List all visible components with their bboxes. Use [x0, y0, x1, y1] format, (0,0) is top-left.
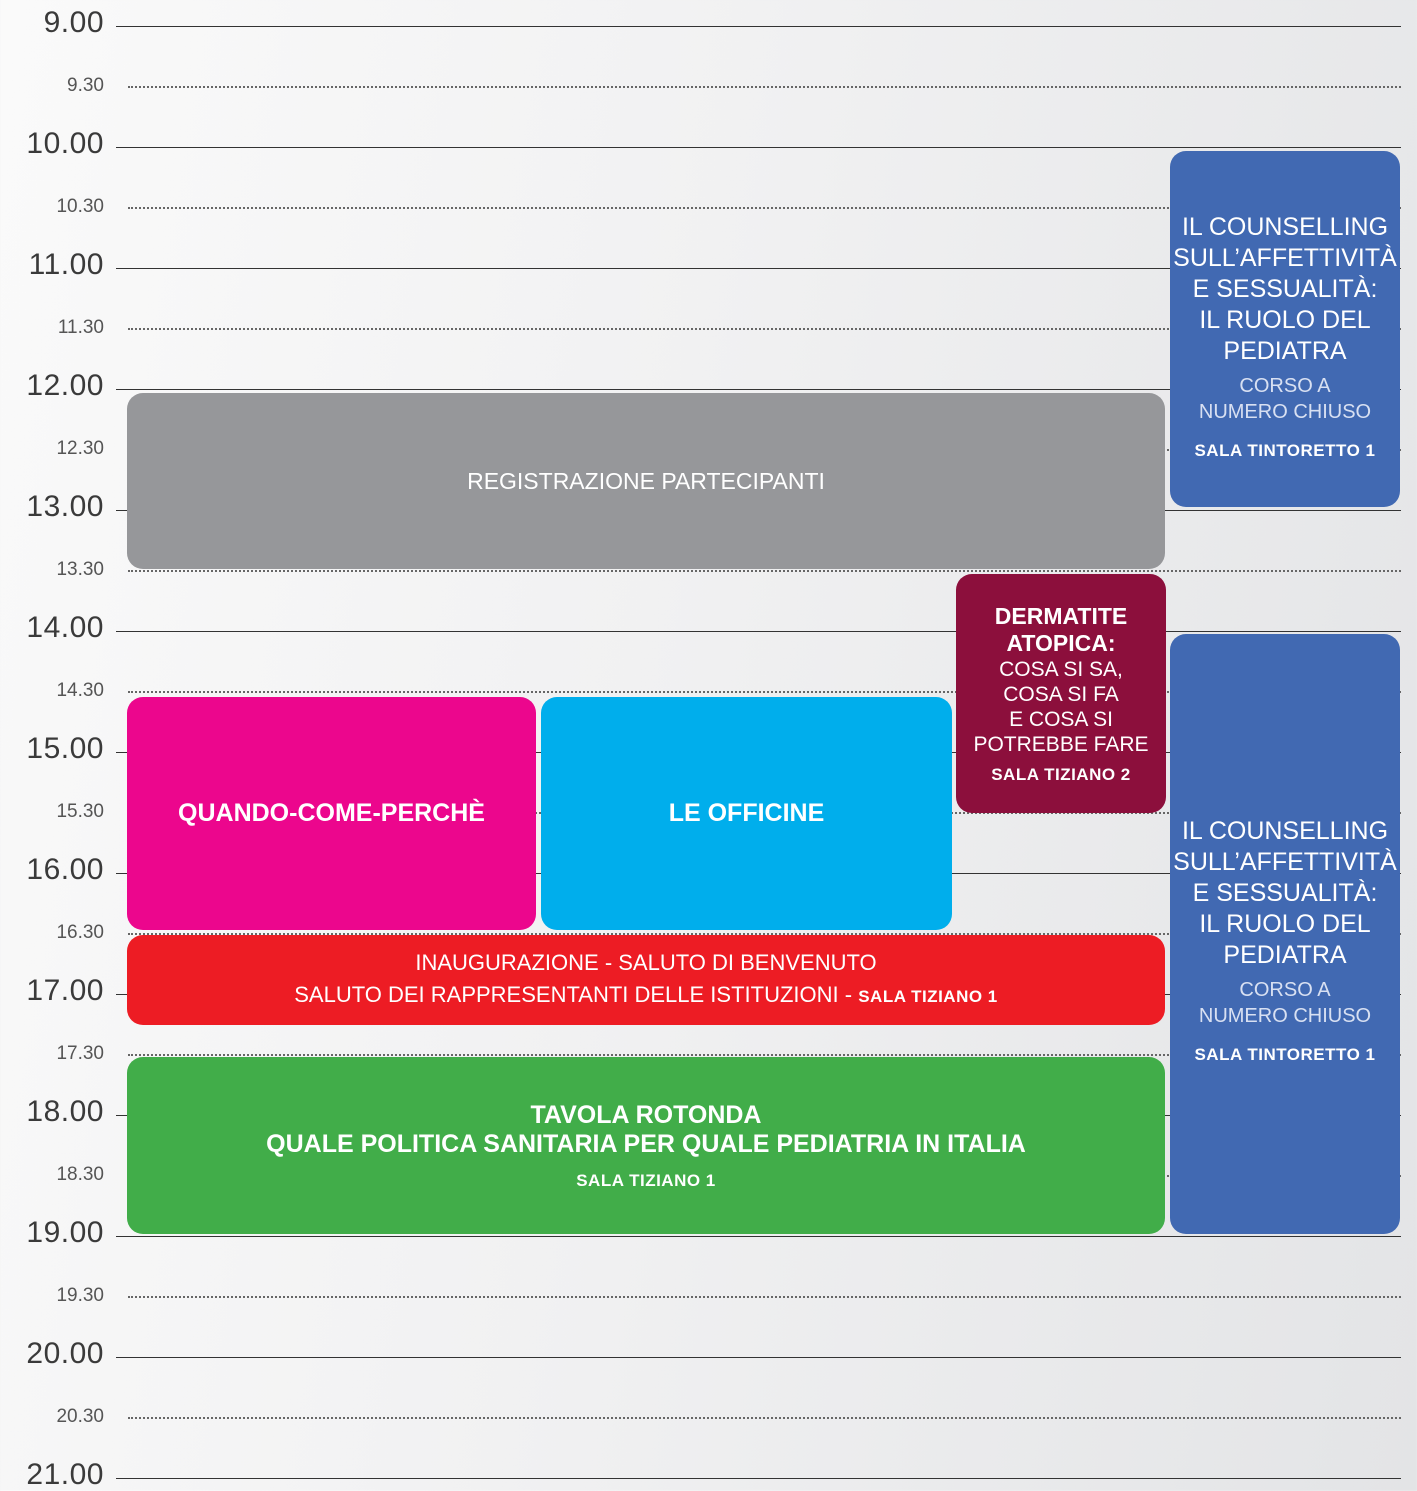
event-title-line: PEDIATRA [1223, 941, 1347, 969]
half-hour-label: 20.30 [56, 1406, 104, 1427]
hour-label: 11.00 [28, 248, 104, 281]
half-hour-label: 19.30 [56, 1285, 104, 1306]
event-title-line: SULL’AFFETTIVITÀ [1173, 848, 1397, 876]
event-dermatite[interactable] [956, 574, 1166, 813]
half-hour-label: 11.30 [57, 317, 104, 338]
half-hour-label: 13.30 [56, 559, 104, 580]
half-hour-gridline [128, 86, 1401, 88]
half-hour-label: 17.30 [56, 1043, 104, 1064]
event-quando-come-perche[interactable] [127, 697, 536, 930]
event-room: SALA TINTORETTO 1 [1194, 440, 1376, 460]
event-note-line: CORSO A [1239, 979, 1331, 1001]
event-body-line: POTREBBE FARE [973, 732, 1149, 756]
hour-label: 15.00 [26, 732, 104, 765]
event-body-line: E COSA SI [1009, 707, 1113, 731]
event-note-line: CORSO A [1239, 374, 1331, 397]
hour-label: 18.00 [26, 1095, 104, 1128]
hour-label: 14.00 [26, 611, 104, 644]
half-hour-label: 9.30 [67, 75, 104, 96]
hour-label: 17.00 [26, 974, 104, 1007]
hour-label: 10.00 [26, 127, 104, 160]
event-title-line: E SESSUALITÀ: [1192, 879, 1378, 907]
hour-label: 16.00 [26, 853, 104, 886]
half-hour-label: 10.30 [56, 196, 104, 217]
event-room: SALA TINTORETTO 1 [1194, 1045, 1376, 1064]
hour-gridline [116, 147, 1401, 148]
hour-gridline [116, 1478, 1401, 1479]
event-room: SALA TIZIANO 1 [576, 1170, 716, 1190]
event-registration-title: REGISTRAZIONE PARTECIPANTI [467, 467, 825, 494]
hour-gridline [116, 631, 1401, 632]
event-title-line: IL RUOLO DEL [1199, 305, 1371, 334]
event-title: QUANDO-COME-PERCHÈ [178, 799, 485, 827]
event-le-officine[interactable] [541, 697, 952, 930]
event-title-line: IL COUNSELLING [1181, 212, 1389, 241]
hour-gridline [116, 1357, 1401, 1358]
event-counselling-morning[interactable] [1170, 151, 1400, 507]
event-body-line: COSA SI SA, [999, 657, 1123, 681]
half-hour-gridline [128, 570, 1401, 572]
event-title-line: PEDIATRA [1223, 336, 1347, 365]
event-note-line: NUMERO CHIUSO [1198, 1005, 1372, 1027]
hour-gridline [116, 26, 1401, 27]
event-body-line: COSA SI FA [1003, 682, 1119, 706]
hour-label: 21.00 [26, 1458, 104, 1491]
hour-label: 20.00 [26, 1337, 104, 1370]
event-title-line: IL RUOLO DEL [1199, 910, 1371, 938]
event-title-line: ATOPICA: [1006, 629, 1116, 656]
event-note-line: NUMERO CHIUSO [1198, 400, 1372, 423]
hour-label: 9.00 [43, 6, 104, 39]
event-counselling-afternoon[interactable] [1170, 634, 1400, 1234]
event-inaugurazione[interactable] [127, 935, 1165, 1025]
event-title-line: IL COUNSELLING [1181, 817, 1389, 845]
hour-label: 19.00 [26, 1216, 104, 1249]
event-registration[interactable] [127, 393, 1165, 569]
event-title-line: DERMATITE [994, 602, 1128, 629]
half-hour-label: 14.30 [56, 680, 104, 701]
half-hour-gridline [128, 1296, 1401, 1298]
event-title-line: E SESSUALITÀ: [1192, 274, 1378, 303]
event-room: SALA TIZIANO 1 [858, 987, 998, 1006]
event-room: SALA TIZIANO 2 [991, 764, 1131, 784]
half-hour-label: 12.30 [56, 438, 104, 459]
event-title: LE OFFICINE [668, 799, 825, 827]
event-tavola-rotonda[interactable] [127, 1057, 1165, 1234]
event-title-line: QUALE POLITICA SANITARIA PER QUALE PEDIATRIA IN ITALIA [266, 1129, 1026, 1158]
half-hour-label: 15.30 [56, 801, 104, 822]
event-title-line: TAVOLA ROTONDA [530, 1100, 762, 1129]
hour-label: 13.00 [26, 490, 104, 523]
half-hour-label: 16.30 [56, 922, 104, 943]
event-title-line: SULL’AFFETTIVITÀ [1173, 243, 1397, 272]
event-title-line: INAUGURAZIONE - SALUTO DI BENVENUTO [415, 950, 877, 975]
half-hour-gridline [128, 1417, 1401, 1419]
hour-gridline [116, 1236, 1401, 1237]
event-title-line: SALUTO DEI RAPPRESENTANTI DELLE ISTITUZIONI - [294, 982, 859, 1007]
half-hour-label: 18.30 [56, 1164, 104, 1185]
hour-label: 12.00 [26, 369, 104, 402]
